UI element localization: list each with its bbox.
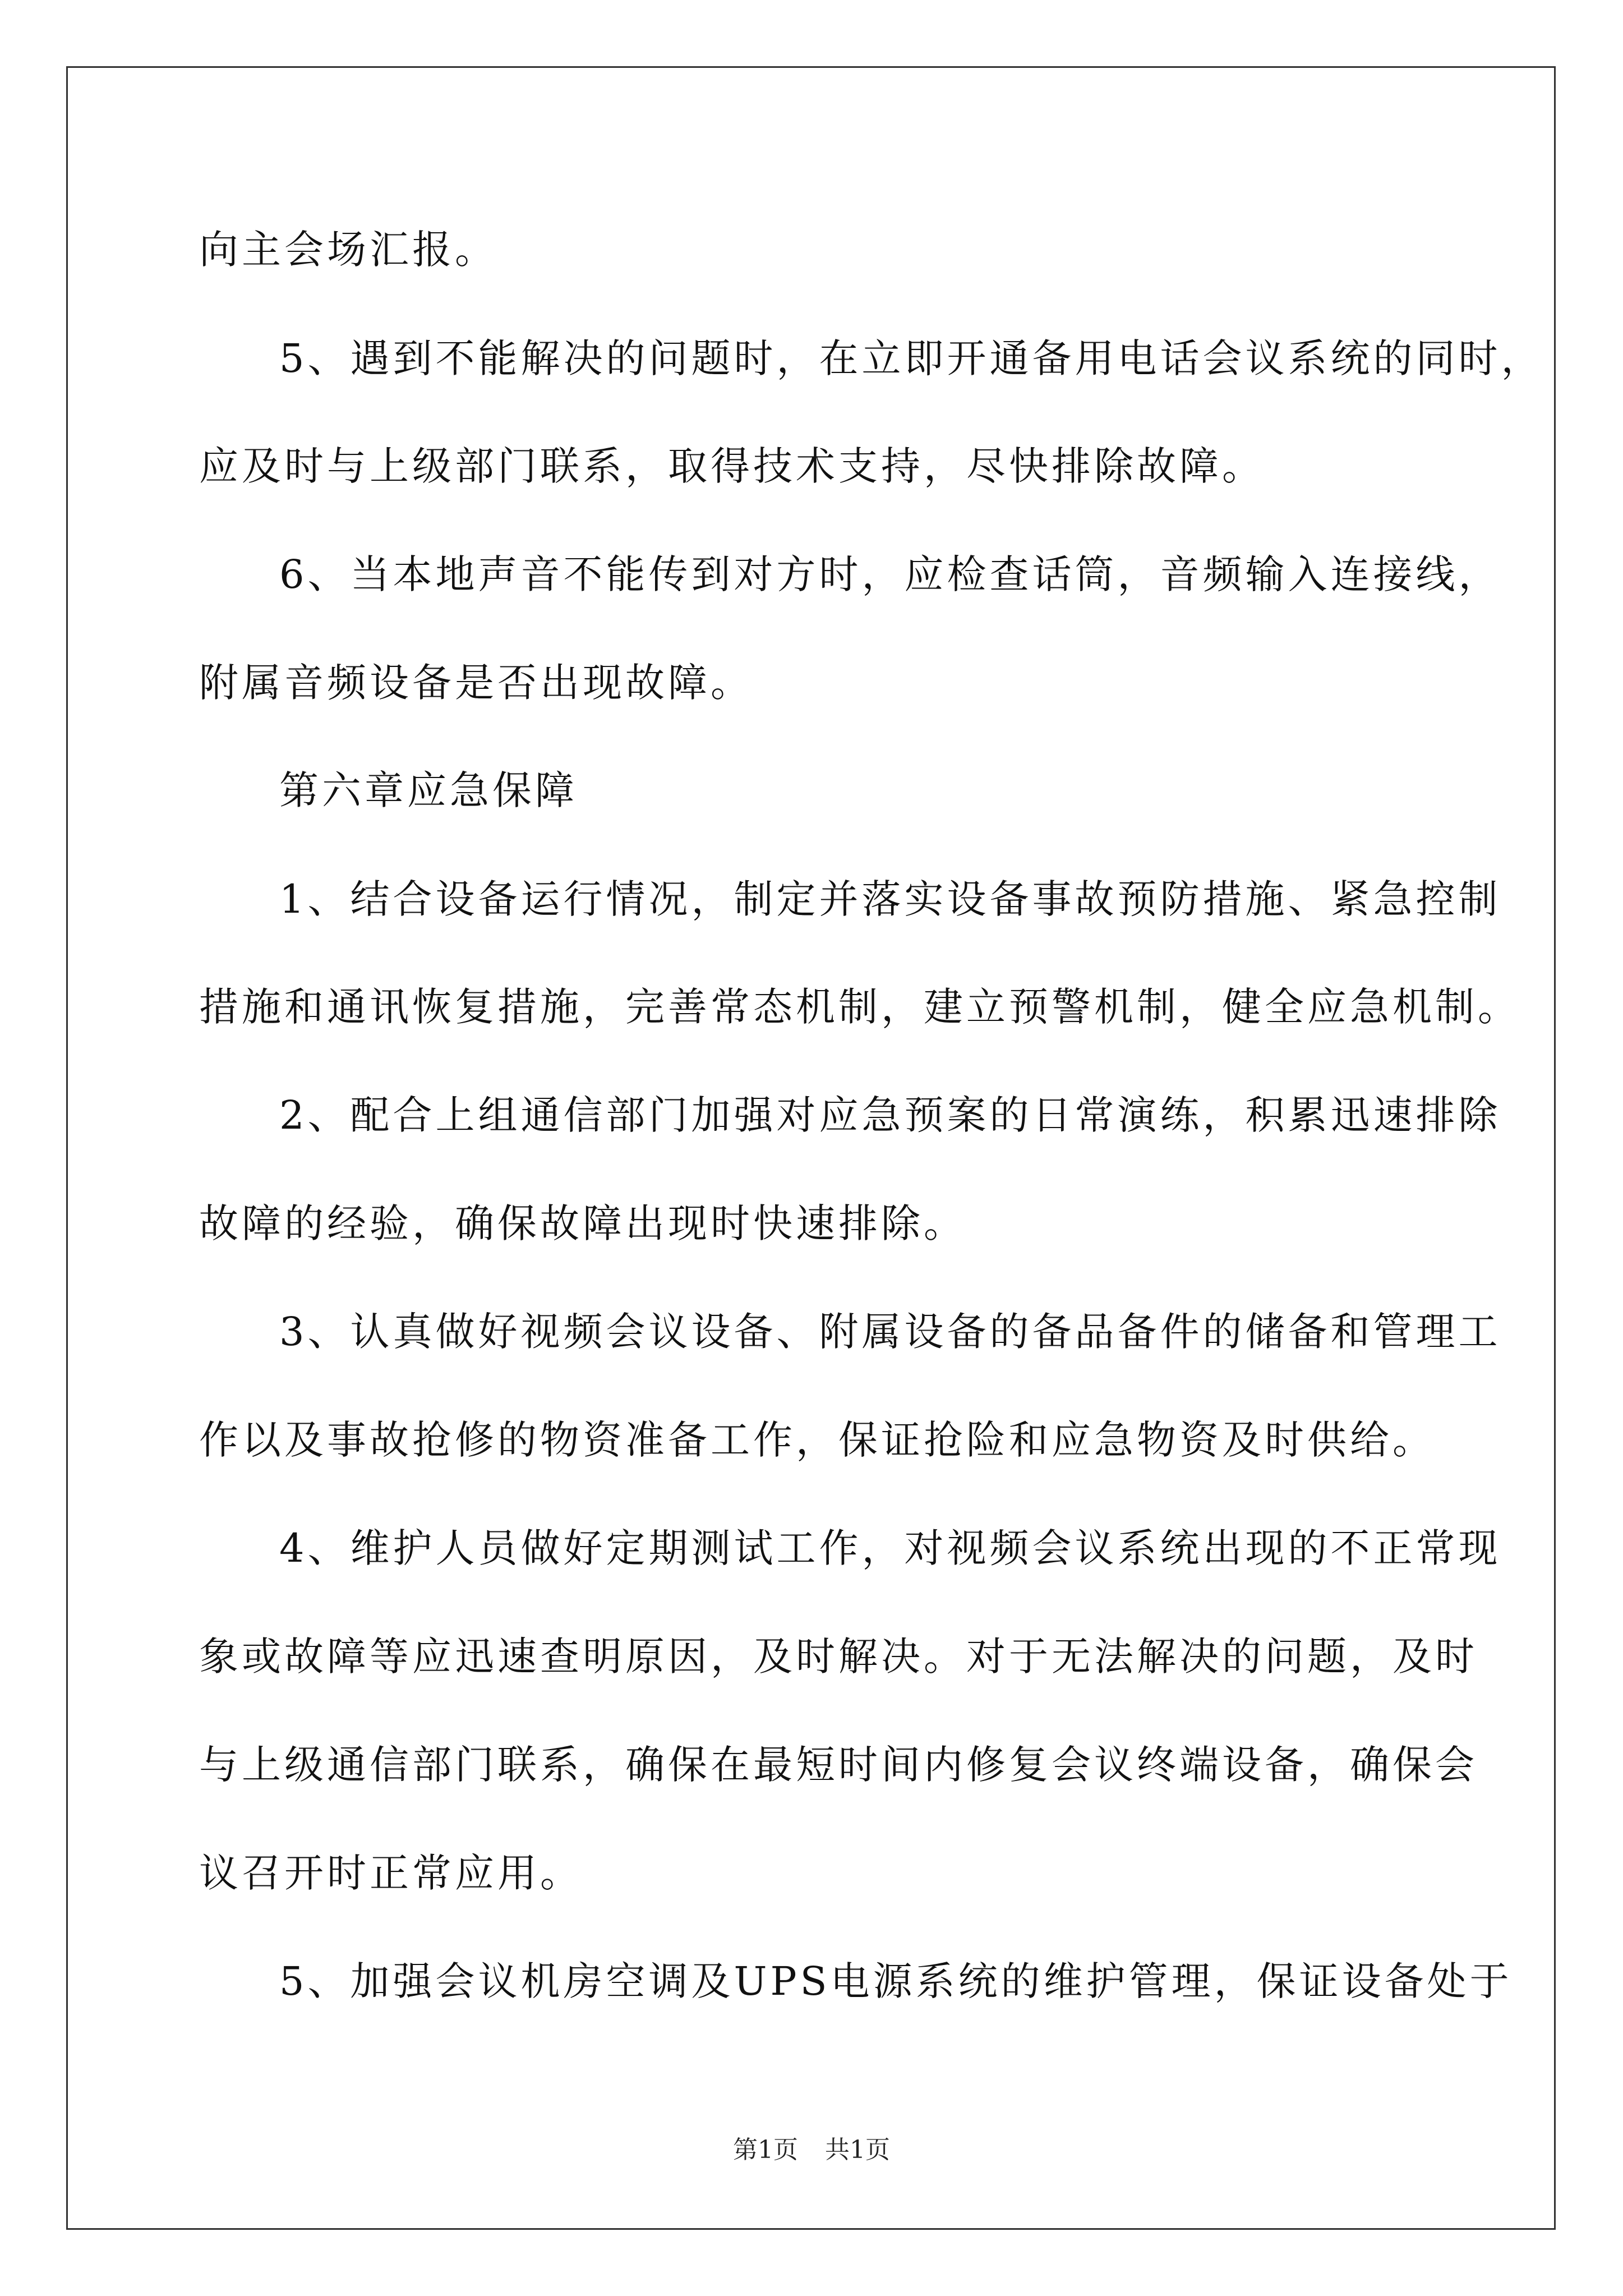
paragraph-line: 4、维护人员做好定期测试工作，对视频会议系统出现的不正常现 [279, 1525, 1501, 1571]
paragraph-line: 2、配合上组通信部门加强对应急预案的日常演练，积累迅速排除 [279, 1092, 1501, 1138]
page-footer [0, 2136, 1623, 2164]
paragraph-line: 与上级通信部门联系，确保在最短时间内修复会议终端设备，确保会 [199, 1742, 1478, 1788]
paragraph-line: 故障的经验，确保故障出现时快速排除。 [199, 1200, 966, 1246]
page-total: 共1页 [825, 2136, 890, 2164]
paragraph-line: 议召开时正常应用。 [199, 1850, 583, 1896]
paragraph-line: 6、当本地声音不能传到对方时，应检查话筒，音频输入连接线， [279, 551, 1501, 597]
page-number: 第1页 [733, 2136, 798, 2164]
paragraph-line: 作以及事故抢修的物资准备工作，保证抢险和应急物资及时供给。 [199, 1417, 1435, 1463]
paragraph-line: 措施和通讯恢复措施，完善常态机制，建立预警机制，健全应急机制。 [199, 984, 1520, 1030]
paragraph-line: 1、结合设备运行情况，制定并落实设备事故预防措施、紧急控制 [279, 876, 1501, 922]
paragraph-line: 5、遇到不能解决的问题时，在立即开通备用电话会议系统的同时， [279, 335, 1544, 381]
paragraph-line: 应及时与上级部门联系，取得技术支持，尽快排除故障。 [199, 443, 1265, 489]
section-heading: 第六章应急保障 [279, 767, 578, 813]
paragraph-line: 象或故障等应迅速查明原因，及时解决。对于无法解决的问题，及时 [199, 1634, 1478, 1680]
page-border [66, 66, 1556, 2230]
paragraph-line: 5、加强会议机房空调及UPS电源系统的维护管理，保证设备处于 [279, 1958, 1513, 2004]
paragraph-line: 3、认真做好视频会议设备、附属设备的备品备件的储备和管理工 [279, 1309, 1501, 1355]
paragraph-line: 向主会场汇报。 [199, 227, 497, 273]
paragraph-line: 附属音频设备是否出现故障。 [199, 660, 753, 706]
